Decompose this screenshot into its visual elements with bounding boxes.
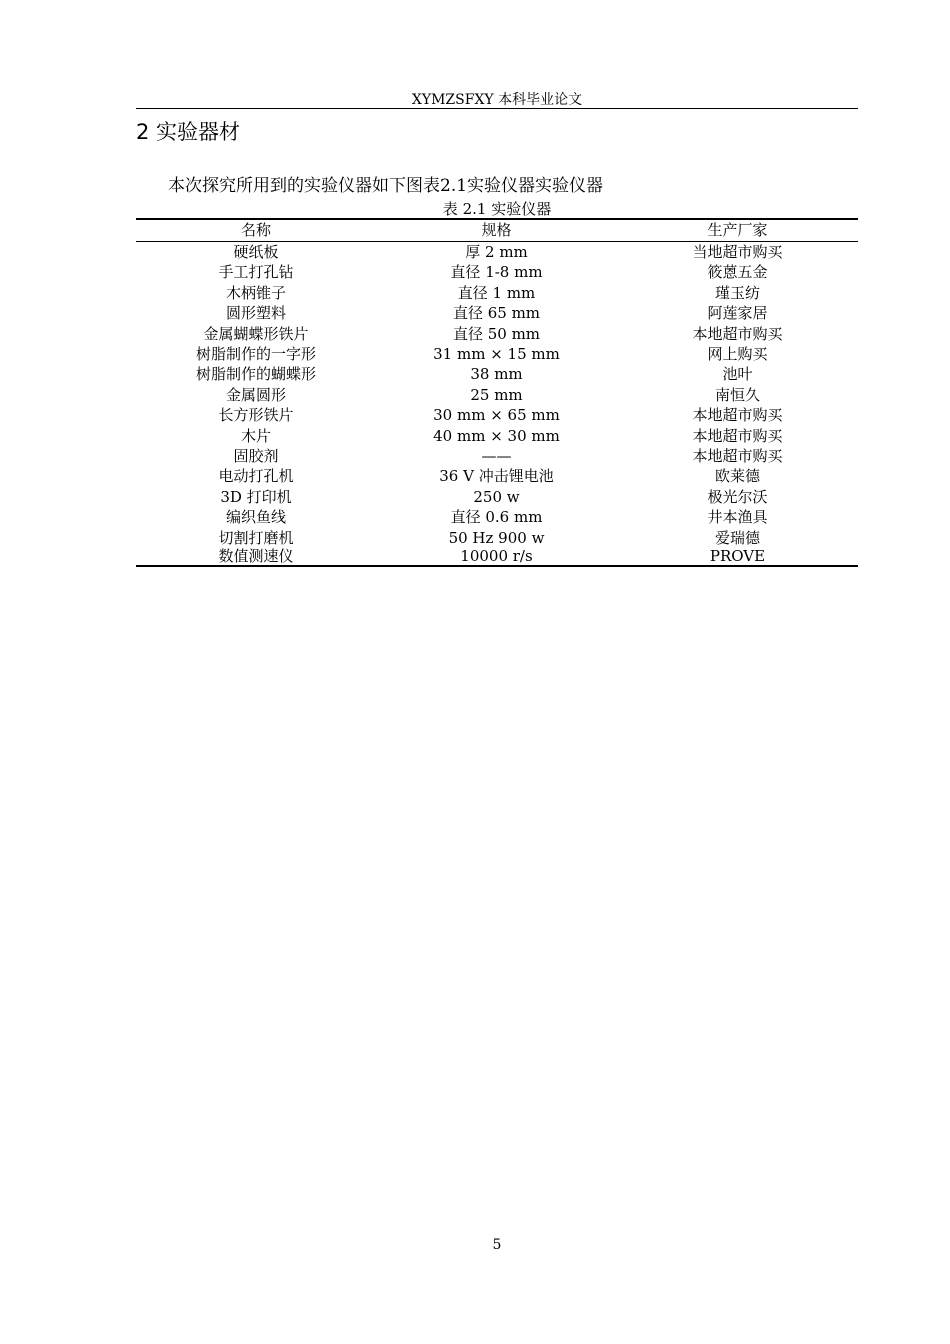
cell-name: 木片 [240,426,271,445]
table-row [136,344,858,364]
cell-name: 木柄锥子 [225,283,286,302]
table-row [136,548,858,566]
cell-name: 数值测速仪 [218,547,294,566]
table-row [136,385,858,405]
section-title: 2 实验器材 [136,120,241,144]
cell-maker: 南恒久 [714,385,760,404]
cell-maker: 本地超市购买 [692,447,783,466]
table-row [136,242,858,263]
table-row [136,303,858,323]
cell-name: 编织鱼线 [225,508,286,527]
cell-spec: 10000 r/s [460,547,533,566]
table-row [136,405,858,425]
cell-maker: 本地超市购买 [692,324,783,343]
table-row [136,262,858,282]
table-row [136,324,858,344]
cell-maker: PROVE [709,547,766,566]
cell-name: 电动打孔机 [218,467,294,486]
table-row [136,364,858,384]
table-body [136,242,858,567]
table-row [136,528,858,548]
cell-spec: 36 V 冲击锂电池 [439,467,554,486]
cell-maker: 极光尔沃 [707,487,768,506]
cell-spec: 直径 50 mm [452,324,541,343]
cell-spec: 38 mm [470,365,523,384]
table-row [136,283,858,303]
cell-spec: 40 mm × 30 mm [433,426,560,445]
cell-name: 圆形塑料 [225,304,286,323]
table-row [136,487,858,507]
table-row [136,426,858,446]
cell-spec: 厚 2 mm [465,243,528,261]
table-caption: 表 2.1 实验仪器 [442,200,552,218]
cell-maker: 网上购买 [707,345,768,364]
cell-spec: 直径 1 mm [457,283,536,302]
cell-name: 硬纸板 [233,243,279,261]
cell-spec: 直径 0.6 mm [450,508,543,527]
table-row [136,466,858,486]
column-header-maker: 生产厂家 [707,221,768,239]
running-header: XYMZSFXY 本科毕业论文 [411,92,583,108]
cell-name: 金属圆形 [225,385,286,404]
cell-name: 金属蝴蝶形铁片 [203,324,309,343]
table-row [136,507,858,527]
cell-maker: 瑾玉纺 [714,283,760,302]
cell-name: 树脂制作的一字形 [195,345,316,364]
table-header-row [136,219,858,242]
cell-name: 手工打孔钻 [218,263,294,282]
table-row [136,446,858,466]
cell-maker: 本地超市购买 [692,426,783,445]
cell-spec: 25 mm [470,385,523,404]
cell-name: 树脂制作的蝴蝶形 [195,365,316,384]
cell-maker: 爱瑞德 [714,528,760,547]
cell-name: 切割打磨机 [218,528,294,547]
intro-paragraph: 本次探究所用到的实验仪器如下图表2.1实验仪器实验仪器 [168,176,604,196]
cell-maker: 池叶 [722,365,753,384]
column-header-name: 名称 [240,221,271,239]
cell-name: 3D 打印机 [220,487,292,506]
page-number: 5 [492,1237,502,1253]
cell-spec: 250 w [473,487,520,506]
cell-maker: 筱蒽五金 [707,263,768,282]
cell-maker: 本地超市购买 [692,406,783,425]
column-header-spec: 规格 [481,221,512,239]
header-divider [136,108,858,109]
cell-maker: 欧莱德 [714,467,760,486]
cell-maker: 当地超市购买 [692,243,783,261]
instruments-table [136,218,858,567]
cell-spec: —— [481,447,512,466]
cell-spec: 31 mm × 15 mm [433,345,560,364]
cell-spec: 30 mm × 65 mm [433,406,560,425]
cell-spec: 直径 1-8 mm [450,263,543,282]
cell-spec: 50 Hz 900 w [448,528,545,547]
cell-spec: 直径 65 mm [452,304,541,323]
cell-name: 长方形铁片 [218,406,294,425]
cell-name: 固胶剂 [233,447,279,466]
cell-maker: 阿莲家居 [707,304,768,323]
cell-maker: 井本渔具 [707,508,768,527]
